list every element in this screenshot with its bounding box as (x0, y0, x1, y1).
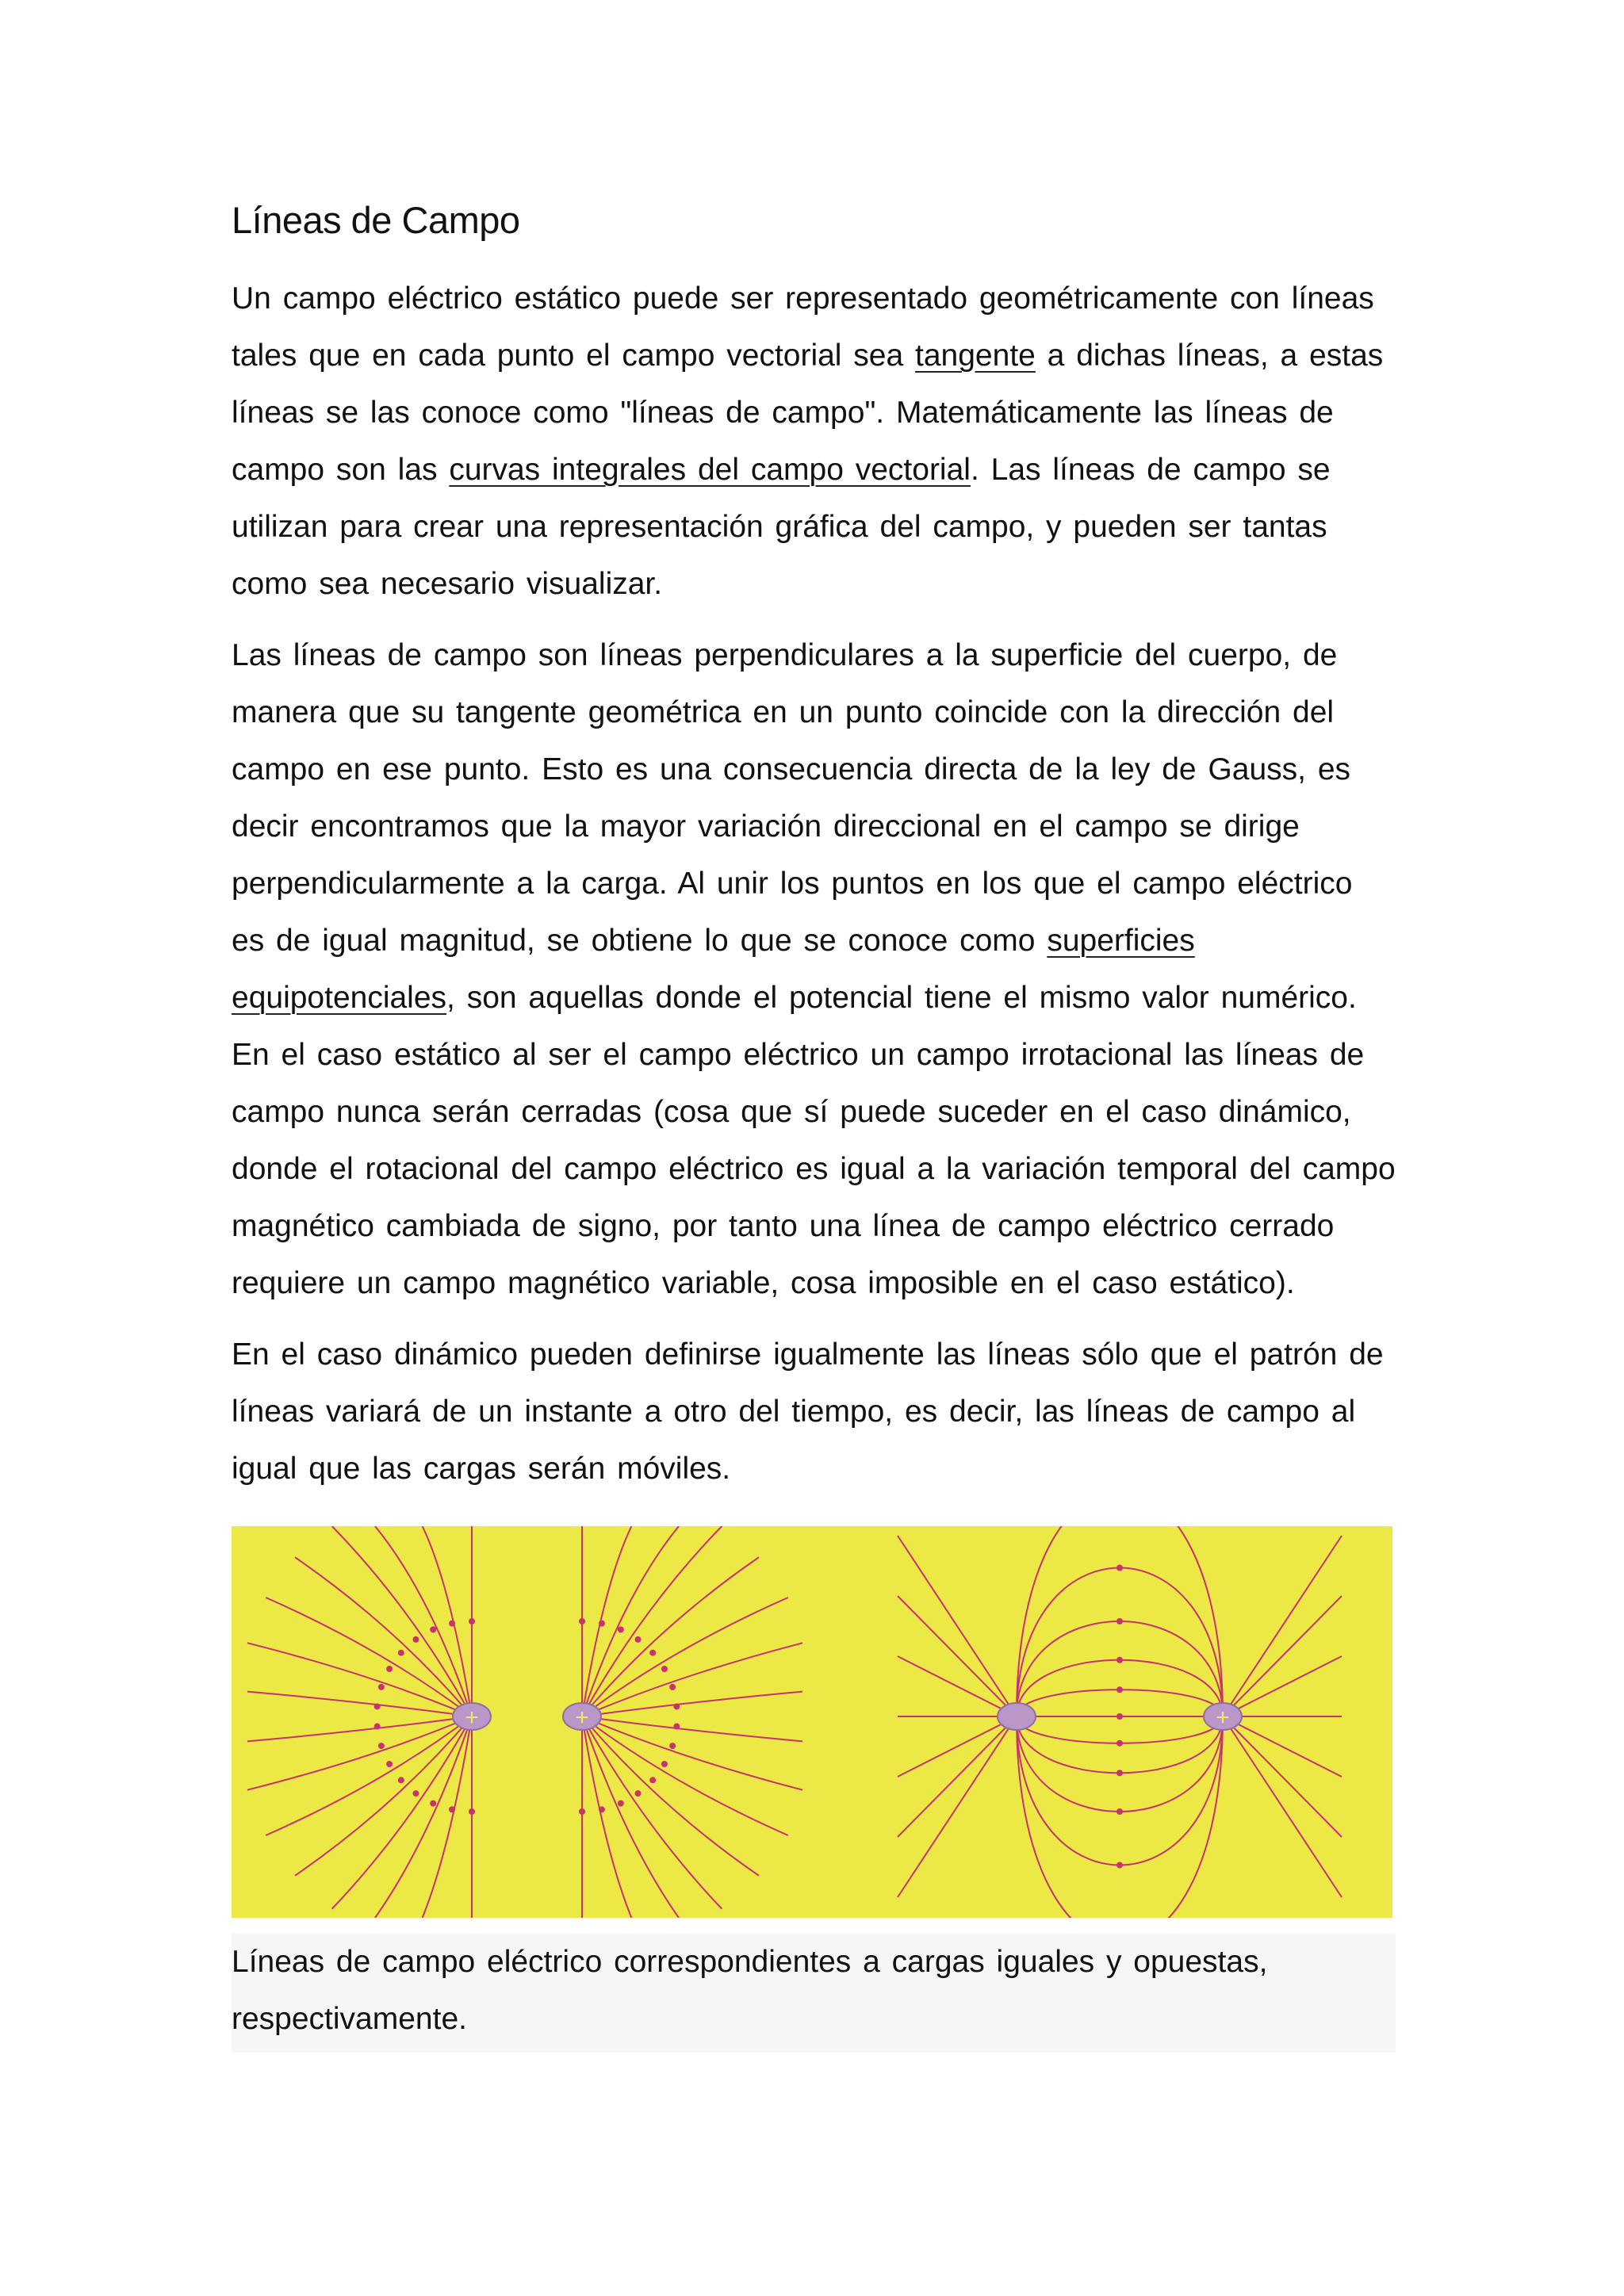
field-line (295, 1716, 472, 1876)
field-arrow-marker (618, 1800, 624, 1807)
field-line (582, 1692, 802, 1716)
field-arrow-marker (673, 1724, 680, 1730)
field-line (375, 1716, 472, 1918)
field-line (1017, 1689, 1223, 1716)
field-arrow-marker (661, 1666, 668, 1672)
field-line (582, 1716, 802, 1741)
field-arrow-marker (398, 1650, 404, 1656)
link-curvas-integrales[interactable]: curvas integrales del campo vectorial (449, 453, 971, 487)
field-arrow-marker (1116, 1808, 1123, 1815)
field-arrow-marker (469, 1808, 475, 1815)
field-line (898, 1596, 1017, 1716)
field-line (582, 1716, 788, 1835)
field-line (582, 1716, 759, 1876)
field-line (1223, 1596, 1342, 1716)
field-line (375, 1526, 472, 1716)
field-line (247, 1692, 472, 1716)
field-line (1223, 1656, 1342, 1716)
field-arrow-marker (1116, 1770, 1123, 1776)
field-line (266, 1598, 472, 1716)
field-line (1017, 1568, 1223, 1717)
paragraph-1 (232, 270, 1396, 613)
field-line (898, 1536, 1017, 1716)
field-line (582, 1598, 788, 1716)
field-line (1223, 1716, 1342, 1837)
field-arrow-marker (579, 1808, 585, 1815)
charge-plus-symbol: + (1216, 1705, 1230, 1731)
field-arrow-marker (1116, 1618, 1123, 1624)
field-line (266, 1716, 472, 1835)
paragraph-2-text-b: , son aquellas donde el potencial tiene el mismo valor numérico. En el caso estático al ser el campo eléctrico un campo irrotacional las líneas de campo nunca serán cerradas (cosa que sí puede suceder en el caso dinámico, donde el rotacional del campo eléctrico es igual a la variación temporal del campo magnético cambiada de signo, por tanto una línea de campo eléctrico cerrado requiere un campo magnético variable, cosa imposible en el caso estático). (232, 981, 1396, 1300)
field-line (332, 1716, 472, 1909)
field-line (1017, 1716, 1223, 1812)
field-line (1017, 1621, 1223, 1716)
field-arrow-marker (430, 1626, 436, 1632)
field-arrow-marker (378, 1743, 385, 1749)
field-arrow-marker (618, 1626, 624, 1632)
charge-plus-symbol: + (575, 1705, 589, 1731)
field-line (582, 1557, 759, 1716)
field-arrow-marker (649, 1650, 656, 1656)
field-lines-illustration (232, 1526, 1392, 1918)
paragraph-1-text-c: . Las líneas de campo se utilizan para crear una representación gráfica del campo, y pueden ser tantas como sea necesario visualizar. (232, 453, 1331, 601)
field-arrow-marker (398, 1777, 404, 1783)
link-tangente[interactable]: tangente (915, 339, 1036, 373)
field-line (898, 1716, 1017, 1777)
field-line (898, 1716, 1017, 1837)
field-arrow-marker (412, 1636, 419, 1643)
field-arrow-marker (374, 1724, 381, 1730)
paragraph-3: En el caso dinámico pueden definirse igualmente las líneas sólo que el patrón de líneas variará de un instante a otro del tiempo, es decir, las líneas de campo al igual que las cargas serán móviles. (232, 1337, 1384, 1486)
field-line (898, 1656, 1017, 1716)
link-superficies-equipotenciales[interactable]: superficies equipotenciales (232, 924, 1195, 1015)
field-line (582, 1526, 679, 1716)
field-arrow-marker (635, 1790, 642, 1797)
field-arrow-marker (599, 1806, 605, 1812)
figure-caption-box (232, 1934, 1396, 2053)
field-arrow-marker (1116, 1713, 1123, 1720)
charge-right-b (1204, 1703, 1242, 1731)
field-arrow-marker (579, 1618, 585, 1624)
field-line (1223, 1716, 1342, 1897)
field-line (1017, 1716, 1223, 1918)
field-arrow-marker (1116, 1686, 1123, 1693)
field-arrow-marker (449, 1621, 455, 1627)
field-arrow-marker (669, 1684, 676, 1690)
field-line (1223, 1716, 1342, 1777)
field-arrow-marker (412, 1790, 419, 1797)
field-arrow-marker (1116, 1862, 1123, 1869)
figure-caption: Líneas de campo eléctrico correspondientes a cargas iguales y opuestas, respectivamente. (232, 1945, 1268, 2036)
paragraph-1-text-b: a dichas líneas, a estas líneas se las conoce como "líneas de campo". Matemáticamente las líneas de campo son las (232, 339, 1384, 487)
field-arrow-marker (378, 1684, 385, 1690)
field-arrow-marker (635, 1636, 642, 1643)
field-arrow-marker (469, 1618, 475, 1624)
paragraph-2 (232, 627, 1396, 1312)
field-arrow-marker (449, 1806, 455, 1812)
like-charges-field-lines (247, 1526, 802, 1918)
field-arrow-marker (386, 1761, 393, 1767)
field-arrow-marker (430, 1800, 436, 1807)
field-arrow-marker (673, 1703, 680, 1709)
field-line (898, 1716, 1017, 1897)
field-line (1017, 1716, 1223, 1743)
document-page (232, 198, 1396, 2053)
field-arrow-marker (374, 1703, 381, 1709)
field-arrow-marker (599, 1621, 605, 1627)
charge-left-b (563, 1703, 601, 1731)
page-title: Líneas de Campo (232, 199, 520, 241)
charge-right-a (998, 1703, 1036, 1730)
charge-left-a (453, 1703, 491, 1731)
field-line (295, 1557, 472, 1716)
field-lines-figure (232, 1526, 1392, 1918)
field-arrow-marker (661, 1761, 668, 1767)
paragraph-2-text-a: Las líneas de campo son líneas perpendiculares a la superficie del cuerpo, de manera que su tangente geométrica en un punto coincide con la dirección del campo en ese punto. Esto es una consecuencia directa de la ley de Gauss, es decir encontramos que la mayor variación direccional en el campo se dirige perpendicularmente a la carga. Al unir los puntos en los que el campo eléctrico es de igual magnitud, se obtiene lo que se conoce como (232, 638, 1353, 958)
field-arrow-marker (1116, 1740, 1123, 1747)
paragraph-1-text-a: Un campo eléctrico estático puede ser representado geométricamente con líneas tales que en cada punto el campo vectorial sea (232, 281, 1374, 373)
opposite-charges-field-lines (898, 1526, 1342, 1918)
charge-plus-symbol: + (465, 1705, 479, 1731)
field-line (582, 1716, 722, 1909)
field-line (1223, 1536, 1342, 1716)
field-arrow-marker (1116, 1565, 1123, 1571)
field-arrow-marker (386, 1666, 393, 1672)
field-arrow-marker (669, 1743, 676, 1749)
field-arrow-marker (649, 1777, 656, 1783)
field-line (582, 1716, 679, 1918)
field-arrow-marker (1116, 1657, 1123, 1663)
field-line (1017, 1716, 1223, 1866)
field-line (247, 1716, 472, 1741)
